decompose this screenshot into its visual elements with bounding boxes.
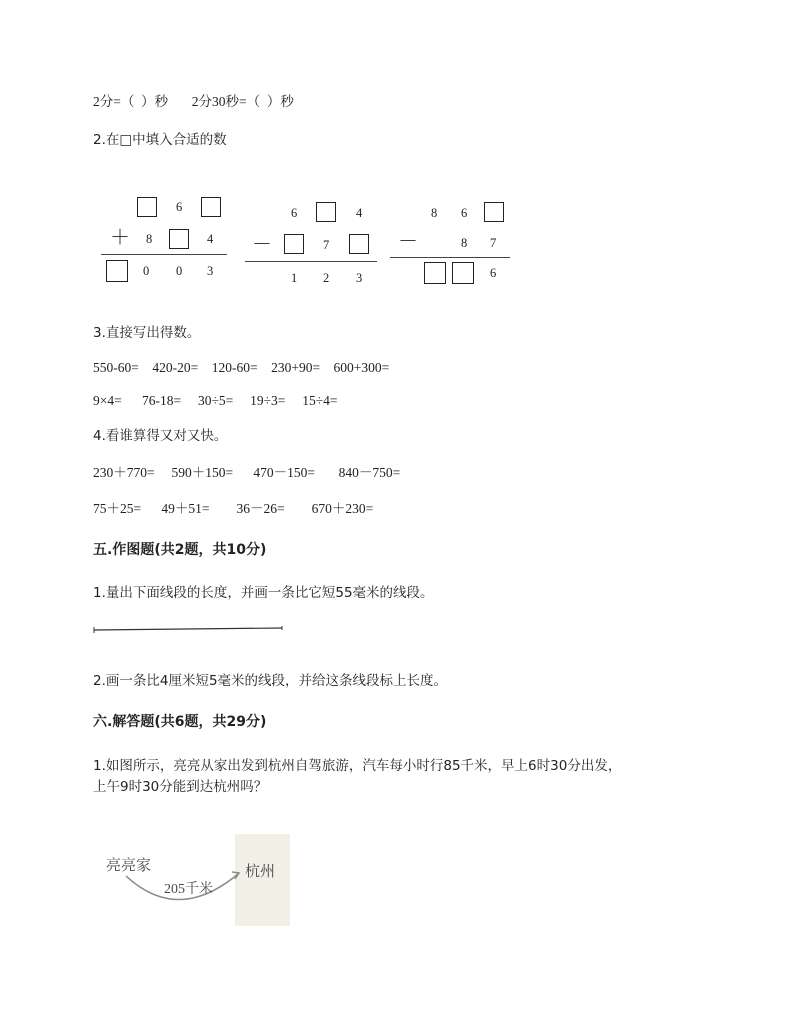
answer-box[interactable] (452, 262, 474, 284)
minus-sign: － (252, 234, 272, 256)
digit: 7 (490, 236, 497, 250)
digit: 4 (356, 206, 363, 220)
answer-question-1-line-2: 上午9时30分能到达杭州吗？ (93, 779, 268, 795)
route-map-figure (98, 834, 290, 926)
home-label: 亮亮家 (106, 858, 152, 874)
calc-row-2: 9×4= 76-18= 30÷5= 19÷3= 15÷4= (93, 393, 338, 408)
digit: 8 (431, 206, 438, 220)
digit: 6 (461, 206, 468, 220)
digit: 0 (143, 264, 150, 278)
answer-box[interactable] (137, 197, 157, 217)
digit: 6 (490, 266, 497, 280)
plus-sign: ＋ (110, 227, 130, 249)
digit: 0 (176, 264, 183, 278)
draw-question-1: 1.量出下面线段的长度，并画一条比它短55毫米的线段。 (93, 585, 434, 601)
digit: 8 (461, 236, 468, 250)
calc-row-1: 550-60= 420-20= 120-60= 230+90= 600+300= (93, 360, 390, 375)
sum-line (101, 254, 227, 255)
section-6-heading: 六.解答题(共6题，共29分) (93, 714, 267, 730)
digit: 4 (207, 232, 214, 246)
answer-box[interactable] (106, 260, 128, 282)
digit: 3 (356, 271, 363, 285)
draw-question-2: 2.画一条比4厘米短5毫米的线段，并给这条线段标上长度。 (93, 673, 448, 689)
question-2-title: 2.在□中填入合适的数 (93, 132, 227, 148)
section-5-heading: 五.作图题(共2题，共10分) (93, 542, 267, 558)
answer-box[interactable] (484, 202, 504, 222)
digit: 8 (146, 232, 153, 246)
calc-row-4: 75＋25= 49＋51= 36－26= 670＋230= (93, 501, 374, 516)
answer-box[interactable] (316, 202, 336, 222)
answer-box[interactable] (284, 234, 304, 254)
answer-question-1-line-1: 1.如图所示，亮亮从家出发到杭州自驾旅游，汽车每小时行85千米，早上6时30分出发， (93, 758, 622, 774)
difference-line (245, 261, 377, 262)
city-label: 杭州 (245, 864, 276, 880)
answer-box[interactable] (424, 262, 446, 284)
question-3-title: 3.直接写出得数。 (93, 325, 201, 341)
digit: 3 (207, 264, 214, 278)
digit: 1 (291, 271, 298, 285)
line-segment-figure (90, 622, 290, 636)
digit: 6 (176, 200, 183, 214)
answer-box[interactable] (169, 229, 189, 249)
time-conversion-line: 2分=（ ）秒 2分30秒=（ ）秒 (93, 94, 294, 109)
question-4-title: 4.看谁算得又对又快。 (93, 428, 228, 444)
difference-line (390, 257, 510, 258)
answer-box[interactable] (349, 234, 369, 254)
distance-label: 205千米 (164, 882, 213, 897)
digit: 2 (323, 271, 330, 285)
answer-box[interactable] (201, 197, 221, 217)
digit: 6 (291, 206, 298, 220)
calc-row-3: 230＋770= 590＋150= 470－150= 840－750= (93, 465, 401, 480)
digit: 7 (323, 238, 330, 252)
minus-sign: － (398, 231, 418, 253)
